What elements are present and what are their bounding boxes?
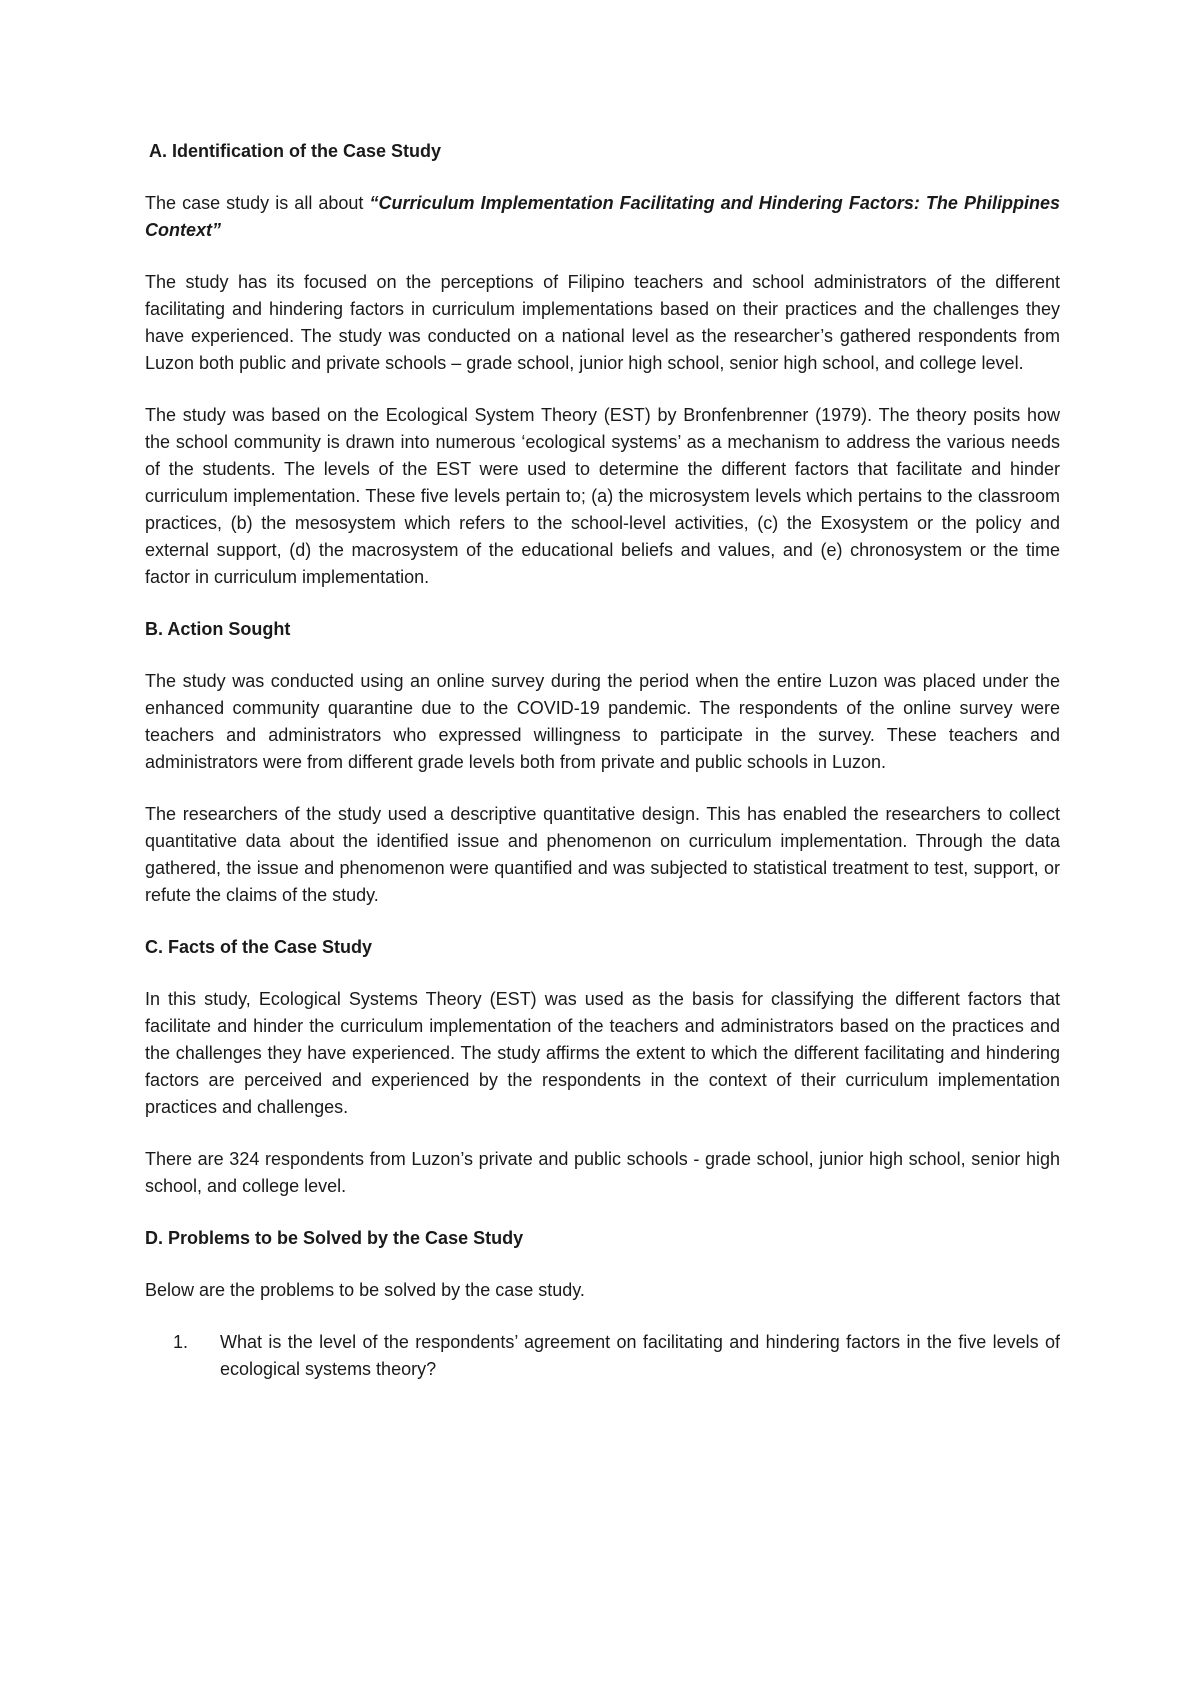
section-d-heading: D. Problems to be Solved by the Case Study [145, 1228, 524, 1248]
section-a-paragraph-3: The study was based on the Ecological System Theory (EST) by Bronfenbrenner (1979). The theory posits how the school community is drawn into numerous ‘ecological systems’ as a mechanism to address the various needs of the students. The levels of the EST were used to determine the different factors that facilitate and hinder curriculum implementation. These five levels pertain to; (a) the microsystem levels which pertains to the classroom practices, (b) the mesosystem which refers to the school-level activities, (c) the Exosystem or the policy and external support, (d) the macrosystem of the educational beliefs and values, and (e) chronosystem or the time factor in curriculum implementation. [145, 405, 1060, 587]
section-c-paragraph-1: In this study, Ecological Systems Theory (EST) was used as the basis for classifying the different factors that facilitate and hinder the curriculum implementation of the teachers and administrators based on the practices and the challenges they have experienced. The study affirms the extent to which the different facilitating and hindering factors are perceived and experienced by the respondents in the context of their curriculum implementation practices and challenges. [145, 989, 1060, 1117]
case-study-intro [145, 190, 1060, 244]
list-item-number: 1. [173, 1332, 189, 1352]
document-page [145, 138, 1060, 1383]
list-item-text: What is the level of the respondents’ agreement on facilitating and hindering factors in the five levels of ecological systems theory? [220, 1332, 1060, 1379]
problems-list [145, 1329, 1060, 1383]
section-c-heading: C. Facts of the Case Study [145, 937, 373, 957]
section-a-heading: A. Identification of the Case Study [149, 141, 442, 161]
list-item [145, 1329, 1060, 1383]
section-d-intro: Below are the problems to be solved by the case study. [145, 1280, 585, 1300]
case-intro-prefix: The case study is all about [145, 193, 370, 213]
section-c-paragraph-2: There are 324 respondents from Luzon’s private and public schools - grade school, junior high school, senior high school, and college level. [145, 1149, 1060, 1196]
section-a-paragraph-2: The study has its focused on the perceptions of Filipino teachers and school administrators of the different facilitating and hindering factors in curriculum implementations based on their practices and the challenges they have experienced. The study was conducted on a national level as the researcher’s gathered respondents from Luzon both public and private schools – grade school, junior high school, senior high school, and college level. [145, 272, 1060, 373]
case-study-title: “Curriculum Implementation Facilitating and Hindering Factors: The Philippines Context” [145, 193, 1060, 240]
section-b-paragraph-2: The researchers of the study used a descriptive quantitative design. This has enabled the researchers to collect quantitative data about the identified issue and phenomenon on curriculum implementation. Through the data gathered, the issue and phenomenon were quantified and was subjected to statistical treatment to test, support, or refute the claims of the study. [145, 804, 1060, 905]
section-b-paragraph-1: The study was conducted using an online survey during the period when the entire Luzon was placed under the enhanced community quarantine due to the COVID-19 pandemic. The respondents of the online survey were teachers and administrators who expressed willingness to participate in the survey. These teachers and administrators were from different grade levels both from private and public schools in Luzon. [145, 671, 1060, 772]
section-b-heading: B. Action Sought [145, 619, 291, 639]
